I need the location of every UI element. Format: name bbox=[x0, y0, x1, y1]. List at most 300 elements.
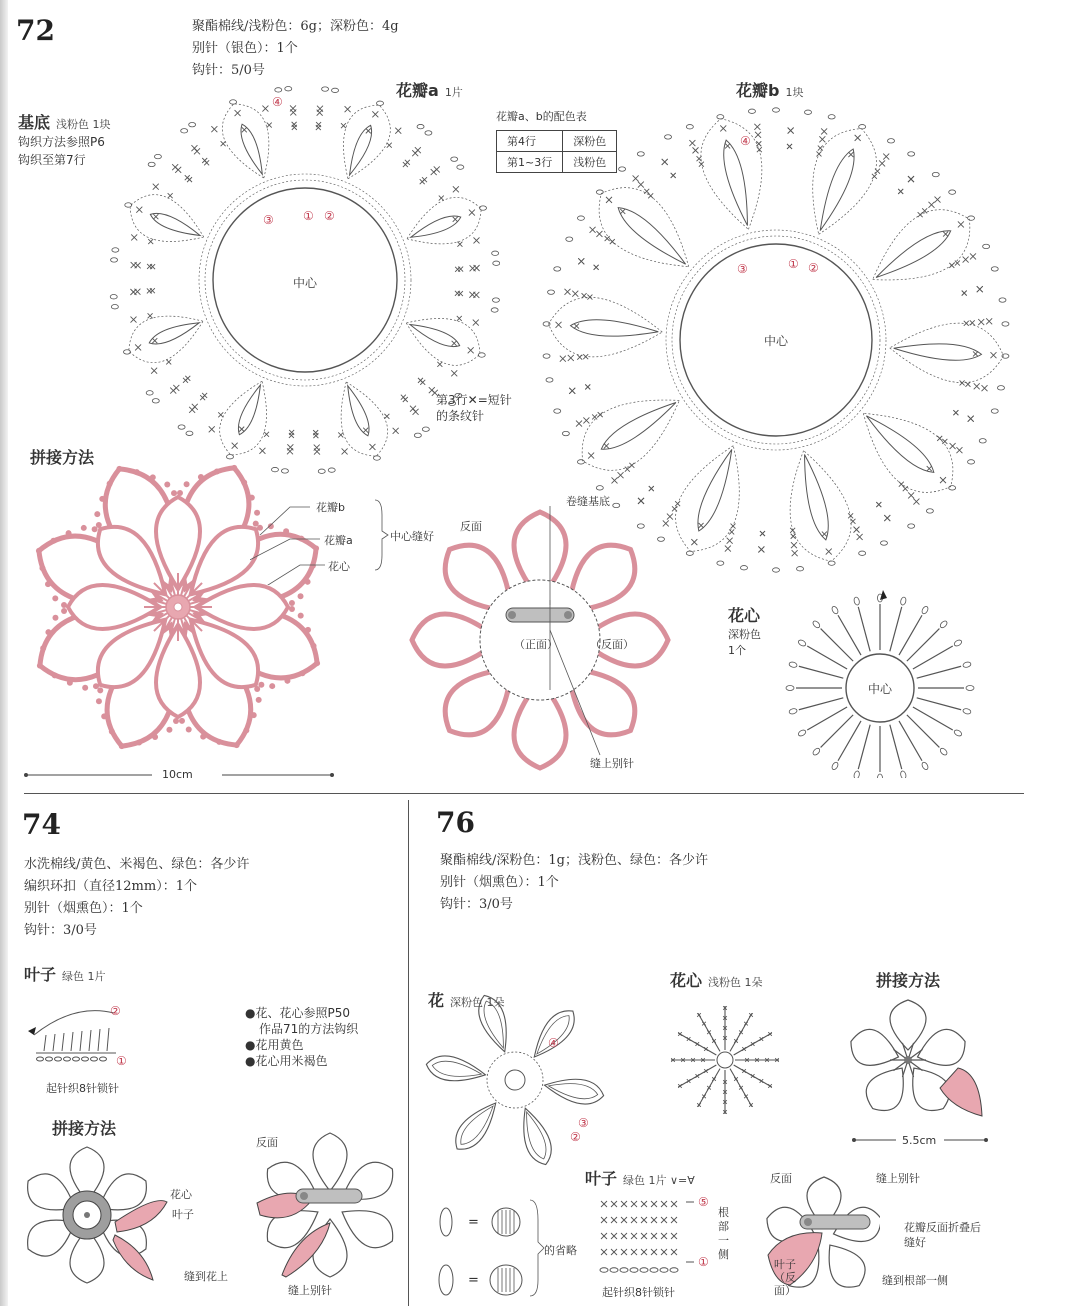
chain-stitch bbox=[748, 109, 755, 113]
picot bbox=[305, 627, 311, 633]
equals-sign: = bbox=[468, 1273, 479, 1288]
base-heading bbox=[18, 110, 111, 133]
spec-line: 别针（银色）：1个 bbox=[192, 41, 298, 56]
chain-stitch bbox=[939, 620, 948, 629]
picot bbox=[289, 600, 295, 606]
flower-center-dot bbox=[904, 1056, 912, 1064]
chain-stitch bbox=[620, 1268, 628, 1273]
chain-stitch bbox=[181, 129, 188, 133]
petal-outline bbox=[873, 210, 970, 280]
color-table-title: 花瓣a、b的配色表 bbox=[496, 110, 587, 123]
picot bbox=[81, 525, 87, 531]
mark-5: ⑤ bbox=[698, 1195, 709, 1209]
mark-2: ② bbox=[808, 261, 819, 275]
picot bbox=[299, 670, 305, 676]
double-crochet bbox=[858, 607, 870, 651]
petal-spine bbox=[571, 320, 659, 336]
picot bbox=[166, 727, 172, 733]
label-petal-b: 花瓣b bbox=[316, 501, 345, 514]
chain-stitch bbox=[373, 456, 380, 460]
chain-stitch bbox=[789, 661, 798, 668]
chain-stitch bbox=[991, 267, 998, 271]
picot bbox=[256, 697, 262, 703]
leaf-chain-note-74: 起针织8针锁针 bbox=[46, 1082, 119, 1095]
chain-stitch bbox=[422, 427, 429, 431]
picot bbox=[82, 685, 88, 691]
mark-4: ④ bbox=[740, 134, 751, 148]
chain-stitch bbox=[773, 108, 780, 112]
label-back-74: 反面 bbox=[256, 1136, 278, 1149]
mark-2: ② bbox=[570, 1130, 581, 1144]
stitch-mark bbox=[80, 1031, 82, 1051]
petal-spine bbox=[238, 385, 260, 435]
picot bbox=[39, 565, 45, 571]
stitch-group bbox=[439, 1265, 453, 1295]
heart-76-chart-marks bbox=[671, 1006, 779, 1114]
chain-stitch bbox=[717, 561, 724, 565]
flower-subtitle: 深粉色 1朵 bbox=[450, 996, 505, 1009]
dimension-10cm: 10cm bbox=[162, 768, 193, 781]
spec-line: 水洗棉线/黄色、米褐色、绿色：各少许 bbox=[24, 857, 250, 872]
base-subtitle: 浅粉色 1块 bbox=[56, 118, 111, 131]
picot bbox=[109, 728, 115, 734]
chain-stitch bbox=[878, 774, 883, 778]
chain-stitch bbox=[797, 567, 804, 571]
chain-stitch bbox=[610, 1268, 618, 1273]
chain-stitch bbox=[859, 551, 866, 555]
chain-stitch bbox=[493, 261, 500, 265]
double-crochet bbox=[799, 666, 843, 678]
petal-a-title: 花瓣a bbox=[396, 81, 439, 100]
picot bbox=[119, 743, 125, 749]
chain-stitch bbox=[596, 190, 603, 194]
chain-stitch bbox=[637, 152, 644, 156]
chain-stitch bbox=[152, 399, 159, 403]
mark-1: ① bbox=[303, 209, 314, 223]
stitch-mark bbox=[107, 1028, 109, 1051]
double-crochet bbox=[799, 698, 843, 710]
chain-stitch bbox=[123, 350, 130, 354]
center-label: 中心 bbox=[763, 334, 789, 348]
petal-spine bbox=[866, 416, 933, 473]
chain-stitch bbox=[73, 1057, 80, 1061]
chain-stitch bbox=[880, 541, 887, 545]
leaf-chain-note-76: 起针织8针锁针 bbox=[602, 1286, 675, 1299]
chain-stitch bbox=[554, 267, 561, 271]
dimension-5-5cm: 5.5cm bbox=[902, 1134, 937, 1147]
chain-stitch bbox=[665, 135, 672, 139]
root-side-note: 根部一侧 bbox=[718, 1206, 729, 1261]
project-76-materials bbox=[440, 850, 708, 916]
petal-loop bbox=[479, 995, 506, 1051]
picot bbox=[51, 538, 57, 544]
mark-4: ④ bbox=[548, 1036, 559, 1050]
table-cell: 深粉色 bbox=[563, 131, 617, 152]
stitch-mark bbox=[44, 1035, 46, 1051]
picot bbox=[52, 672, 58, 678]
petal-outline bbox=[890, 323, 1004, 383]
picot bbox=[284, 678, 290, 684]
picot bbox=[52, 615, 58, 621]
petal-loop bbox=[545, 1079, 604, 1104]
picot bbox=[243, 727, 249, 733]
chain-stitch bbox=[425, 131, 432, 135]
picot bbox=[45, 581, 51, 587]
label-petal-a: 花瓣a bbox=[324, 534, 353, 547]
double-crochet bbox=[917, 698, 961, 710]
chain-stitch bbox=[451, 157, 458, 161]
chain-stitch bbox=[125, 203, 132, 207]
petal-spine bbox=[348, 386, 369, 436]
chain-stitch bbox=[968, 216, 975, 220]
picot bbox=[184, 481, 190, 487]
picot bbox=[251, 712, 257, 718]
mark-4: ④ bbox=[272, 95, 283, 109]
picot bbox=[52, 595, 58, 601]
mark-1: ① bbox=[116, 1054, 127, 1068]
picot bbox=[150, 474, 156, 480]
chain-stitch bbox=[82, 1057, 89, 1061]
double-crochet bbox=[890, 607, 902, 651]
chain-stitch bbox=[717, 115, 724, 119]
chain-stitch bbox=[230, 100, 237, 104]
heart-heading-76 bbox=[670, 968, 763, 991]
chain-stitch bbox=[968, 460, 975, 464]
picot bbox=[186, 727, 192, 733]
chain-stitch bbox=[828, 561, 835, 565]
chain-stitch bbox=[921, 605, 929, 614]
chain-stitch bbox=[900, 770, 907, 778]
picot bbox=[116, 466, 122, 472]
heart-crochet-chart bbox=[785, 578, 975, 778]
spec-line: 钩针：3/0号 bbox=[440, 897, 513, 912]
heart-count: 1个 bbox=[728, 644, 746, 657]
petal-spine bbox=[150, 213, 200, 235]
label-reverse-side: （反面） bbox=[590, 638, 634, 651]
chain-stitch bbox=[1002, 322, 1009, 326]
chain-stitch bbox=[64, 1057, 71, 1061]
chain-stitch bbox=[991, 409, 998, 413]
chain-stitch bbox=[686, 551, 693, 555]
label-flower-center: 花心 bbox=[328, 560, 350, 573]
start-arrow bbox=[880, 590, 887, 600]
chain-stitch bbox=[285, 87, 292, 91]
petal bbox=[866, 1068, 903, 1110]
chain-stitch bbox=[962, 661, 971, 668]
picot bbox=[45, 629, 51, 635]
chain-stitch bbox=[630, 1268, 638, 1273]
petal bbox=[890, 1000, 926, 1050]
project-number-76: 76 bbox=[436, 806, 475, 839]
spec-line: 别针（烟熏色）：1个 bbox=[440, 875, 559, 890]
leaf-title: 叶子 bbox=[24, 965, 57, 984]
petal bbox=[342, 1211, 393, 1248]
chain-stitch bbox=[577, 216, 584, 220]
bullet-note: ●花心用米褐色 bbox=[245, 1054, 328, 1068]
label-back: 反面 bbox=[460, 520, 482, 533]
petal-spine bbox=[876, 231, 951, 278]
chain-stitch bbox=[548, 290, 555, 294]
chain-stitch bbox=[55, 1057, 62, 1061]
page-gutter-shadow bbox=[0, 0, 8, 1306]
petal-outline bbox=[701, 119, 762, 230]
row3-note-2: 的条纹针 bbox=[436, 409, 485, 423]
heart-76-crochet-chart bbox=[660, 1000, 790, 1125]
picot bbox=[67, 680, 73, 686]
chain-stitch bbox=[953, 729, 962, 737]
chain-stitch bbox=[100, 1057, 107, 1061]
heart-title: 花心 bbox=[670, 971, 703, 990]
double-crochet bbox=[917, 666, 961, 678]
chain-stitch bbox=[812, 620, 821, 629]
label-sew-center: 中心缝好 bbox=[390, 530, 434, 543]
leaf-chart-marks bbox=[28, 1011, 116, 1061]
chain-stitch bbox=[566, 237, 573, 241]
label-leaf-74: 叶子 bbox=[172, 1208, 194, 1221]
chain-stitch bbox=[492, 298, 499, 302]
chain-stitch bbox=[997, 386, 1004, 390]
picot bbox=[97, 687, 103, 693]
picot bbox=[311, 643, 317, 649]
chain-stitch bbox=[831, 605, 839, 614]
chain-stitch bbox=[962, 708, 971, 715]
heart-subtitle: 浅粉色 1朵 bbox=[708, 976, 763, 989]
leaf-76-chart-marks bbox=[600, 1201, 694, 1272]
picot bbox=[136, 740, 142, 746]
picot bbox=[101, 713, 107, 719]
chain-stitch bbox=[949, 190, 956, 194]
petal-loop bbox=[548, 1084, 597, 1099]
petal-loop bbox=[426, 1056, 485, 1081]
label-back-76: 反面 bbox=[770, 1172, 792, 1185]
stitch-group bbox=[440, 1208, 452, 1236]
petal-spine bbox=[350, 125, 372, 175]
project-number-74: 74 bbox=[22, 808, 61, 841]
chain-stitch bbox=[888, 139, 895, 143]
flower-center-dot bbox=[174, 603, 182, 611]
stitch-mark bbox=[98, 1029, 100, 1051]
bullet-note: 作品71的方法钩织 bbox=[259, 1022, 359, 1036]
label-leaf-back: 叶子（反面） bbox=[774, 1258, 796, 1297]
chain-stitch bbox=[332, 88, 339, 92]
spec-line: 钩针：3/0号 bbox=[24, 923, 97, 938]
mark-2: ② bbox=[110, 1004, 121, 1018]
chain-stitch bbox=[46, 1057, 53, 1061]
chain-stitch bbox=[932, 172, 939, 176]
picot bbox=[241, 480, 247, 486]
equals-sign: = bbox=[468, 1215, 479, 1230]
chain-stitch bbox=[812, 747, 821, 756]
base-note-2: 钩织至第7行 bbox=[18, 153, 86, 167]
chain-stitch bbox=[686, 125, 693, 129]
label-flower-center-74: 花心 bbox=[170, 1188, 192, 1201]
petal-b-title: 花瓣b bbox=[736, 81, 780, 100]
table-cell: 第1~3行 bbox=[497, 152, 563, 173]
chain-stitch bbox=[966, 686, 974, 691]
label-sew-pin-74: 缝上别针 bbox=[288, 1284, 332, 1297]
chain-stitch bbox=[619, 167, 626, 171]
petal-spine bbox=[149, 323, 199, 344]
chain-stitch bbox=[650, 1268, 658, 1273]
picot bbox=[134, 469, 140, 475]
leaf-heading-76 bbox=[585, 1166, 695, 1189]
petal bbox=[313, 1133, 347, 1191]
petal-spine bbox=[618, 208, 685, 265]
stitch-mark bbox=[53, 1034, 55, 1051]
chain-stitch bbox=[480, 206, 487, 210]
heart-color: 深粉色 bbox=[728, 628, 761, 641]
stitch-mark bbox=[71, 1032, 73, 1051]
chain-stitch bbox=[740, 566, 747, 570]
mark-1: ① bbox=[698, 1255, 709, 1269]
label-sew-pin-76: 缝上别针 bbox=[876, 1172, 920, 1185]
picot bbox=[37, 663, 43, 669]
picot bbox=[107, 481, 113, 487]
picot bbox=[258, 682, 264, 688]
petal-spine bbox=[241, 124, 262, 174]
label-sew-pin: 缝上别针 bbox=[590, 757, 634, 770]
chain-stitch bbox=[953, 639, 962, 647]
flower-76-front bbox=[840, 998, 990, 1128]
chain-stitch bbox=[457, 165, 464, 169]
picot bbox=[40, 645, 46, 651]
chain-stitch bbox=[908, 152, 915, 156]
flower-74-back bbox=[252, 1125, 402, 1285]
chain-stitch bbox=[773, 568, 780, 572]
picot bbox=[152, 734, 158, 740]
petal-outline bbox=[599, 188, 689, 267]
chain-stitch bbox=[853, 597, 860, 606]
bullet-notes bbox=[245, 1005, 358, 1069]
petal-b-heading bbox=[736, 78, 803, 101]
spec-line: 编织环扣（直径12mm）：1个 bbox=[24, 879, 197, 894]
picot bbox=[231, 465, 237, 471]
petal-outline bbox=[790, 451, 851, 562]
chain-stitch bbox=[146, 391, 153, 395]
spec-line: 别针（烟熏色）：1个 bbox=[24, 901, 143, 916]
spec-line: 聚酯棉线/深粉色：1g；浅粉色、绿色：各少许 bbox=[440, 853, 708, 868]
project-number-72: 72 bbox=[16, 14, 55, 47]
picot bbox=[269, 683, 275, 689]
section-divider-vertical bbox=[408, 800, 409, 1306]
chain-stitch bbox=[154, 154, 161, 158]
chain-stitch bbox=[921, 761, 929, 770]
petal-loop bbox=[534, 1011, 574, 1057]
mark-3: ③ bbox=[737, 262, 748, 276]
flower-76-crochet-chart bbox=[420, 985, 620, 1170]
mark-1: ① bbox=[788, 257, 799, 271]
chain-stitch bbox=[478, 353, 485, 357]
assembly-heading-76: 拼接方法 bbox=[876, 971, 941, 990]
chain-stitch bbox=[189, 122, 196, 126]
petal-loop bbox=[524, 1108, 551, 1164]
petal-spine bbox=[894, 344, 982, 360]
chain-stitch bbox=[983, 244, 990, 248]
chain-stitch bbox=[797, 729, 806, 737]
stitch-mark bbox=[62, 1033, 64, 1051]
chain-stitch bbox=[492, 251, 499, 255]
chain-stitch bbox=[111, 305, 118, 309]
picot bbox=[94, 511, 100, 517]
chain-stitch bbox=[853, 770, 860, 778]
picot bbox=[61, 608, 67, 614]
assembly-heading-72: 拼接方法 bbox=[30, 448, 95, 467]
chain-stitch bbox=[786, 686, 794, 691]
picot bbox=[314, 660, 320, 666]
label-front-side: （正面） bbox=[514, 638, 558, 651]
picot bbox=[171, 490, 177, 496]
abbreviation-marks bbox=[439, 1208, 522, 1295]
chain-stitch bbox=[543, 354, 550, 358]
base-note-1: 钩织方法参照P6 bbox=[18, 135, 105, 149]
chain-stitch bbox=[949, 486, 956, 490]
table-cell: 第4行 bbox=[497, 131, 563, 152]
petal bbox=[829, 1245, 865, 1287]
bullet-note: ●花、花心参照P50 bbox=[245, 1006, 350, 1020]
picot bbox=[198, 474, 204, 480]
center-label: 中心 bbox=[292, 276, 318, 290]
heart-title: 花心 bbox=[728, 606, 761, 625]
chain-stitch bbox=[900, 597, 907, 606]
picot bbox=[298, 593, 304, 599]
spec-line: 钩针：5/0号 bbox=[192, 63, 265, 78]
petal-loop bbox=[432, 1061, 481, 1076]
mark-2: ② bbox=[324, 209, 335, 223]
petal-spine bbox=[724, 140, 748, 225]
chain-stitch bbox=[789, 708, 798, 715]
arrow-line bbox=[686, 1202, 694, 1262]
chain-stitch bbox=[112, 248, 119, 252]
petal-spine bbox=[805, 454, 829, 539]
chain-stitch bbox=[148, 162, 155, 166]
chain-stitch bbox=[491, 308, 498, 312]
leaf-crochet-chart-74 bbox=[24, 995, 144, 1075]
chain-stitch bbox=[805, 110, 812, 114]
picot bbox=[92, 526, 98, 532]
petal-spine bbox=[410, 325, 460, 347]
leaf-76-crochet-chart bbox=[590, 1190, 720, 1280]
petal-spine bbox=[698, 449, 732, 531]
chain-stitch bbox=[596, 486, 603, 490]
petal-outline bbox=[582, 400, 679, 470]
chain-stitch bbox=[926, 509, 933, 513]
leaf-row bbox=[34, 1011, 114, 1035]
chain-stitch bbox=[37, 1057, 44, 1061]
chain-stitch bbox=[110, 295, 117, 299]
omit-note: 的省略 bbox=[544, 1244, 577, 1257]
chain-stitch bbox=[660, 1268, 668, 1273]
picot bbox=[99, 496, 105, 502]
leaf-subtitle: 绿色 1片 ∨=∀ bbox=[623, 1174, 695, 1187]
center-ring bbox=[717, 1052, 733, 1068]
chain-stitch bbox=[178, 425, 185, 429]
project-72-materials bbox=[192, 16, 399, 82]
chain-stitch bbox=[797, 639, 806, 647]
picot bbox=[96, 698, 102, 704]
assembly-heading-74: 拼接方法 bbox=[52, 1119, 117, 1138]
label-sew-to-flower: 缝到花上 bbox=[184, 1270, 228, 1283]
mark-3: ③ bbox=[263, 213, 274, 227]
double-crochet bbox=[858, 725, 870, 769]
chain-stitch bbox=[562, 431, 569, 435]
chain-stitch bbox=[417, 124, 424, 128]
petal-outline bbox=[863, 413, 953, 492]
picot bbox=[216, 739, 222, 745]
picot bbox=[36, 548, 42, 554]
chain-stitch bbox=[939, 747, 948, 756]
chain-stitch bbox=[377, 101, 384, 105]
double-crochet bbox=[890, 725, 902, 769]
